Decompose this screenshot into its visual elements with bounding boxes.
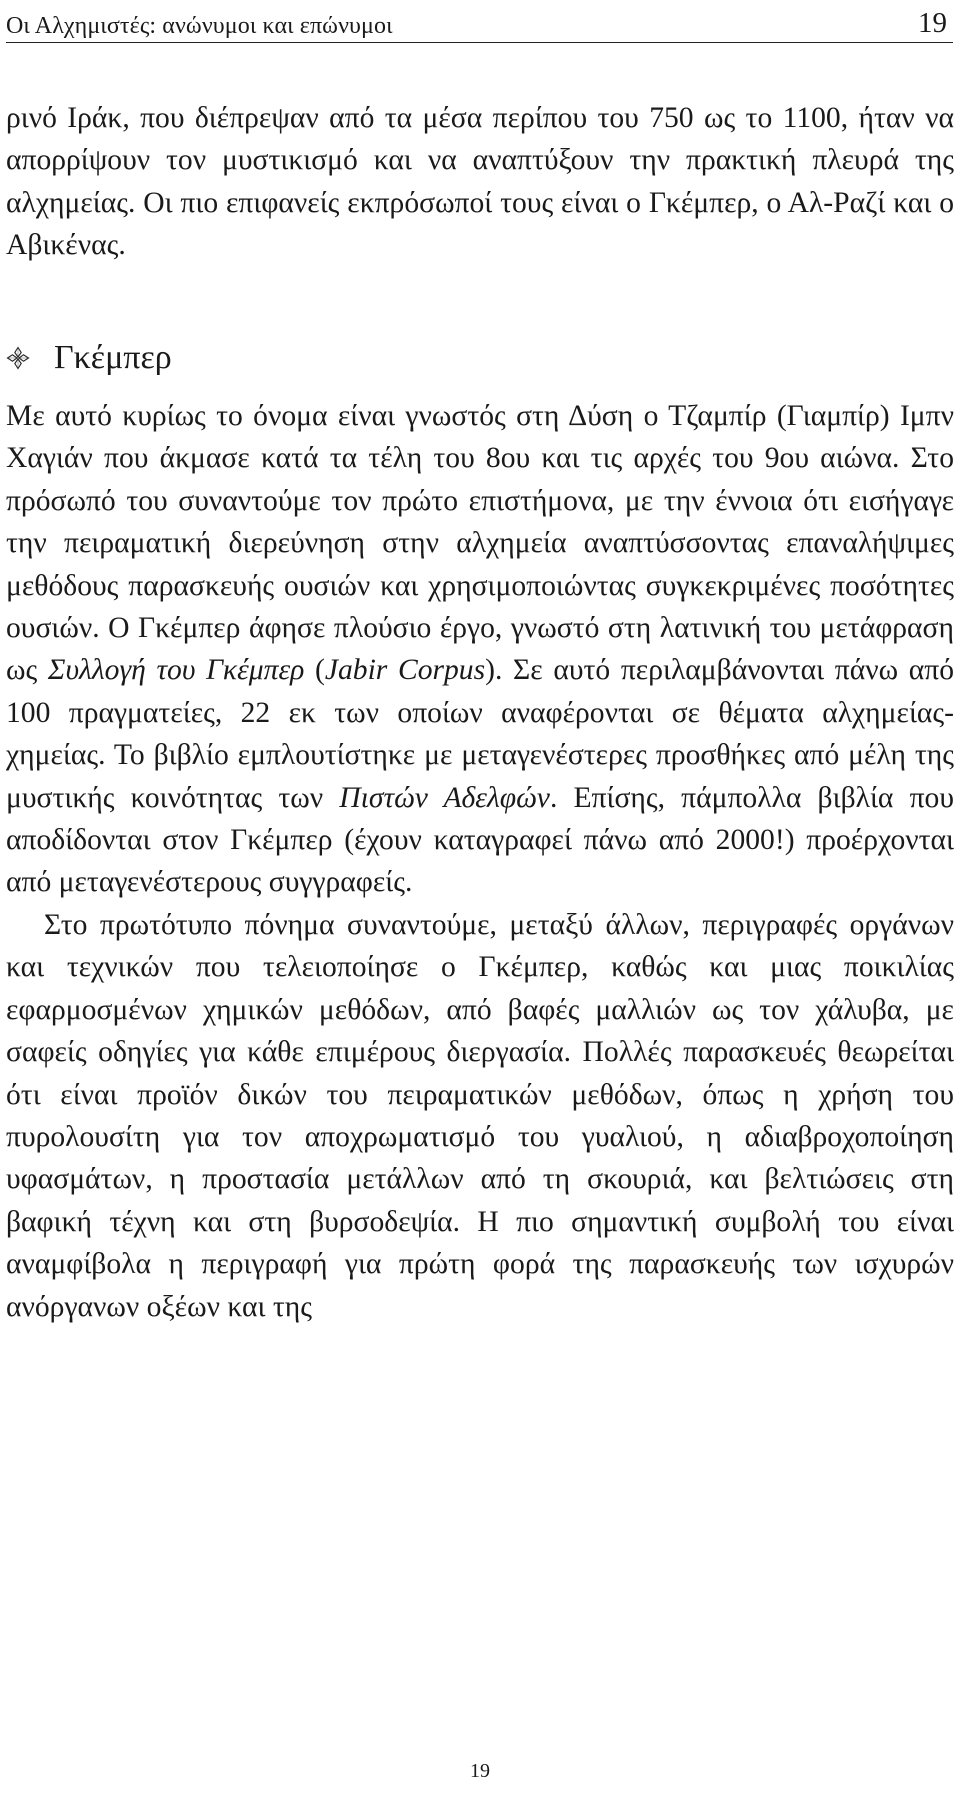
section-heading	[6, 334, 172, 382]
section-body	[6, 395, 954, 1328]
intro-paragraph	[6, 97, 954, 267]
paragraph-1-italic-latin-title: Jabir Corpus	[324, 654, 486, 687]
section-paragraph-1	[6, 395, 954, 904]
running-header	[6, 0, 953, 43]
footer-page-number: 19	[470, 1760, 490, 1782]
paragraph-1-text-b: (	[304, 654, 325, 687]
section-paragraph-2: Στο πρωτότυπο πόνημα συναντούμε, μεταξύ άλλων, περιγραφές οργάνων και τεχνικών που τελειοποίησε ο Γκέμπερ, καθώς και μιας ποικιλίας εφαρμοσμένων χημικών μεθόδων, από βαφές μαλλιών ως τον χάλυβα, με σαφείς οδηγίες για κάθε επιμέρους διεργασία. Πολλές παρασκευές θεωρείται ότι είναι προϊόν δικών του πειραματικών μεθόδων, όπως η χρήση του πυρολουσίτη για τον αποχρωματισμό του γυαλιού, η αδιαβροχοποίηση υφασμάτων, η προστασία μετάλλων από τη σκουριά, και βελτιώσεις στη βαφική τέχνη και στη βυρσοδεψία. Η πιο σημαντική συμβολή του είναι αναμφίβολα η περιγραφή για πρώτη φορά της παρασκευής των ισχυρών ανόργανων οξέων και της	[6, 908, 954, 1323]
running-header-title: Οι Αλχημιστές: ανώνυμοι και επώνυμοι	[6, 13, 393, 39]
section-heading-text: Γκέμπερ	[54, 339, 172, 376]
intro-paragraph-text: ρινό Ιράκ, που διέπρεψαν από τα μέσα περίπου του 750 ως το 1100, ήταν να απορρίψουν τον μυστικισμό και να αναπτύξουν την πρακτική πλευρά της αλχημείας. Οι πιο επιφανείς εκπρόσωποί τους είναι ο Γκέμπερ, ο Αλ-Ραζί και ο Αβικένας.	[6, 102, 954, 262]
running-header-page-number: 19	[918, 7, 947, 39]
paragraph-1-italic-brethren: Πιστών Αδελφών	[339, 781, 550, 814]
paragraph-1-text-d: . Επίσης, πάμπολλα βιβλία που αποδίδονται στον Γκέμπερ (έχουν καταγραφεί πάνω από 2000!) προέρχονται από μεταγενέστερους συγγραφείς.	[6, 781, 954, 899]
paragraph-1-text-a: Με αυτό κυρίως το όνομα είναι γνωστός στη Δύση ο Τζαμπίρ (Γιαμπίρ) Ιμπν Χαγιάν που άκμασε κατά τα τέλη του 8ου και τις αρχές του 9ου αιώνα. Στο πρόσωπό του συναντούμε τον πρώτο επιστήμονα, με την έννοια ότι εισήγαγε την πειραματική διερεύνηση στην αλχημεία αναπτύσσοντας επαναλήψιμες μεθόδους παρασκευής ουσιών και χρησιμοποιώντας συγκεκριμένες ποσότητες ουσιών. Ο Γκέμπερ άφησε πλούσιο έργο, γνωστό στη λατινική του μετάφραση ως	[6, 400, 954, 687]
paragraph-1-italic-title: Συλλογή του Γκέμπερ	[47, 654, 305, 687]
paragraph-1-text-c: ). Σε αυτό περιλαμβάνονται πάνω από 100 πραγματείες, 22 εκ των οποίων αναφέρονται σε θέματα αλχημείας-χημείας. Το βιβλίο εμπλουτίστηκε με μεταγενέστερες προσθήκες από μέλη της μυστικής κοινότητας των	[6, 654, 954, 814]
four-diamond-ornament-icon	[6, 346, 30, 370]
